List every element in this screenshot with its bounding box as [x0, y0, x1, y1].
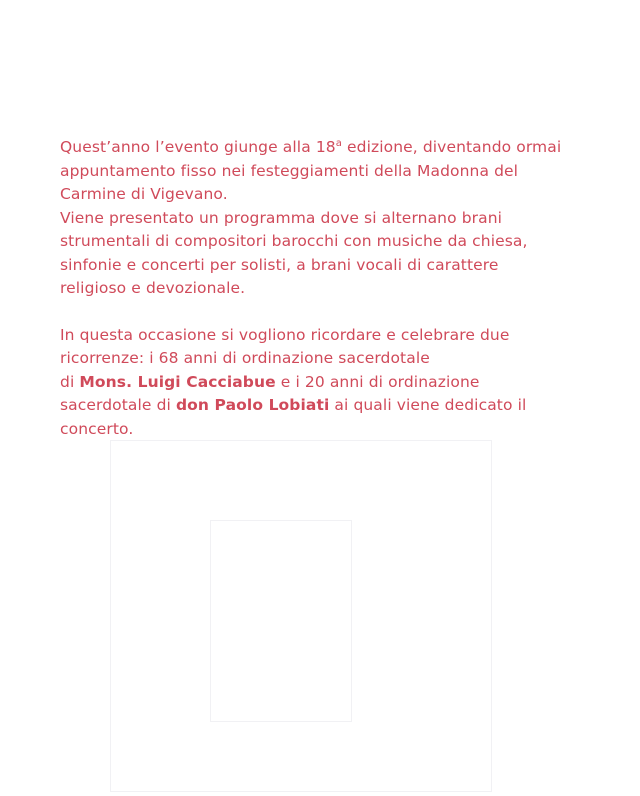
paragraph-anniversaries: In questa occasione si vogliono ricordare e celebrare due ricorrenze: i 68 anni di ordinazione sacerdotale di Mons. Luigi Cacciabue e i 20 anni di ordinazione sacerdotale di don Paolo Lobiati ai quali viene dedicato il concerto.	[60, 325, 527, 438]
honoree-name-cacciabue: Mons. Luigi Cacciabue	[79, 372, 276, 391]
paragraph-edition: Quest’anno l’evento giunge alla 18$^a$ edizione, diventando ormai appuntamento fisso nei festeggiamenti della Madonna del Carmine di Vigevano.	[60, 137, 562, 203]
body-text	[60, 136, 620, 441]
paragraph-gap	[60, 301, 620, 324]
bleed-through-figure-inner	[210, 520, 352, 722]
honoree-name-lobiati: don Paolo Lobiati	[175, 396, 330, 414]
paragraph-program: Viene presentato un programma dove si alternano brani strumentali di compositori barocchi con musiche da chiesa, sinfonie e concerti per solisti, a brani vocali di carattere religioso e devozionale.	[60, 208, 528, 297]
ordinal-superscript: a	[335, 137, 342, 149]
